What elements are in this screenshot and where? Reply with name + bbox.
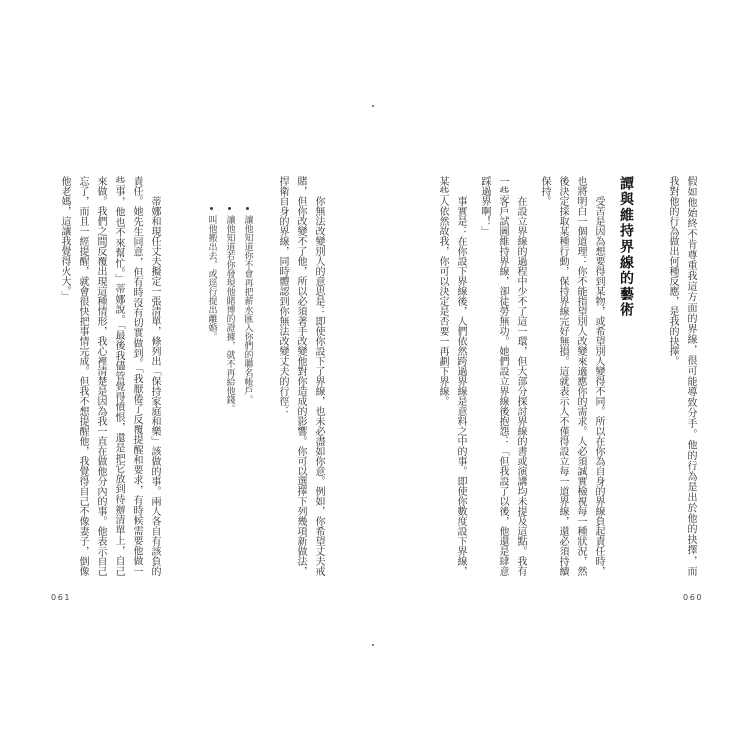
text-column: 些事，他也不來幫忙。」蒂娜說。「最後我儘管覺得憤恨，還是把它放到待辦清單上，自己 <box>113 176 124 576</box>
page-number: 060 <box>683 593 704 602</box>
text-column: 一些客戶試圖維持界線，卻徒勞無功。她們設立界線後抱怨：「但我設了以後，他還是肆意 <box>497 176 508 576</box>
text-column: 事實是：在你設下界線後，人們依然跨過界線是意料之中的事。即使你數度設下界線， <box>455 196 466 576</box>
text-column: 來做。我們之間反覆出現這種情形，我心裡清楚是因為我一直在做他分內的事。他表示自己 <box>95 176 106 576</box>
text-column: 我對他的行為做出何種反應，是我的抉擇。 <box>667 176 678 366</box>
text-column: 他老媽，這讓我覺得火大。」 <box>59 176 70 301</box>
bullet-marker <box>246 207 249 210</box>
page-number: 061 <box>51 593 72 602</box>
bullet-marker <box>210 207 213 210</box>
text-column: 忘了，而且一經提醒，就會很快把事情完成。但我不想提醒他，我覺得自己不像妻子，倒像 <box>77 176 88 576</box>
text-column: 捍衛自身的界線，同時體認到你無法改變丈夫的行徑： <box>277 176 288 416</box>
bullet-item: 讓他知道若你發現他賭博的證據，就不再給他錢。 <box>224 215 235 413</box>
bullet-marker <box>228 207 231 210</box>
text-column: 保持。 <box>539 176 550 206</box>
bullet-item: 叫他搬出去，或逕行提出離婚。 <box>206 215 217 341</box>
text-column: 某些人依然故我，你可以決定是否要一再劃下界線。 <box>437 176 448 406</box>
text-column: 你無法改變別人的意思是：即使你設下了界線，也未必盡如你意。例如，你希望丈夫戒 <box>313 196 324 576</box>
text-column: 賭，但你改變不了他，所以必須著手改變他對你造成的影響。你可以選擇下列幾項新做法， <box>295 176 306 576</box>
right-page <box>375 0 750 750</box>
text-column: 也將明白一個道理：你不能指望別人改變來適應你的需求。人必須誠實檢視每一種狀況，然 <box>575 176 586 576</box>
text-column: 受苦是因為想要得到某物，或希望別人變得不同。所以在你為自身的界線負起責任時， <box>593 196 604 576</box>
text-column: 在設立界線的過程中少不了這一環，但大部分探討界線的書或演講均未提及這點。我有 <box>515 196 526 576</box>
bullet-item: 讓他知道你不會再把薪水匯入你們的聯名帳戶。 <box>242 215 253 404</box>
text-column: 後決定採取某種行動，保持界線完好無損。這就表示人不僅得設立每一道界線，還必須持續 <box>557 176 568 576</box>
text-column: 假如他始終不肯尊重我這方面的界線，很可能導致分手。他的行為是出於他的抉擇，而 <box>685 176 696 576</box>
text-column: 踩過界啊！」 <box>479 176 490 236</box>
text-column: 責任。她先生同意，但有時沒有切實做到。「我厭倦了反覆提醒和要求，有時候需要他做一 <box>131 176 142 576</box>
text-column: 蒂娜和現任丈夫擬定一張清單，條列出「保持家庭和樂」該做的事。兩人各自有該負的 <box>149 196 160 576</box>
section-heading: 譚與維持界線的藝術 <box>618 176 634 319</box>
